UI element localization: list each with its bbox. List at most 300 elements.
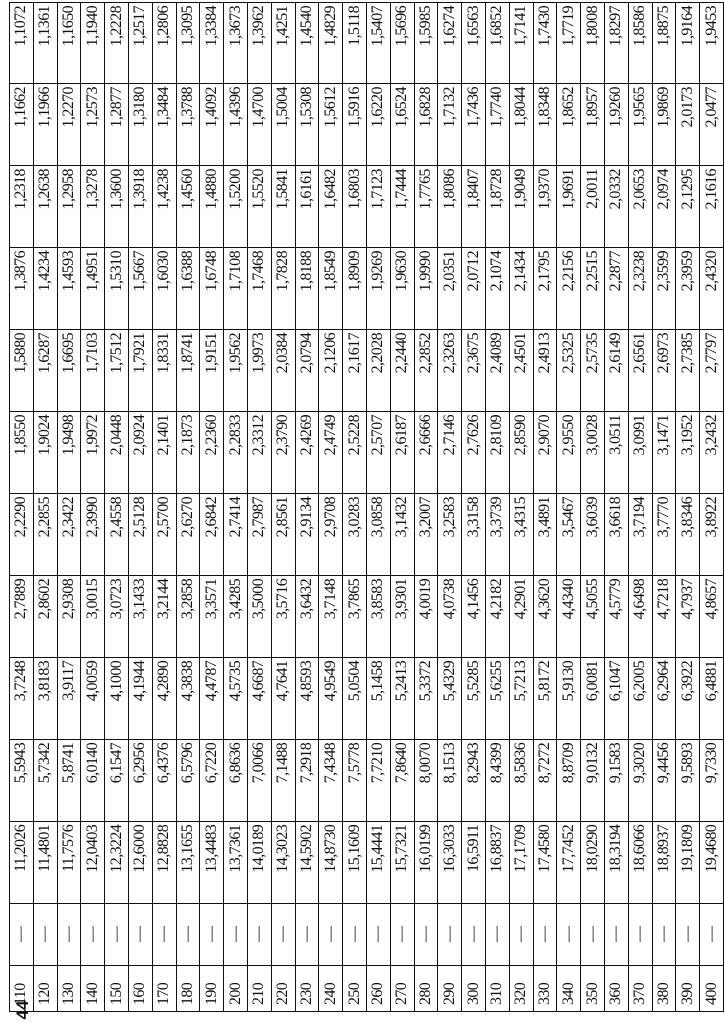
value-cell: 5,1458 (366, 657, 390, 739)
value-cell: 1,7141 (509, 3, 533, 84)
value-cell: 3,8583 (366, 575, 390, 657)
table-row (10, 3, 34, 1012)
value-cell: 1,9972 (81, 411, 105, 493)
value-cell: 12,8828 (152, 821, 176, 903)
value-cell: 1,5880 (10, 329, 34, 411)
value-cell: 6,1547 (105, 739, 129, 821)
value-cell: 1,7132 (438, 84, 462, 166)
row-argument-cell: 300 (462, 965, 486, 1011)
value-cell: 2,0448 (105, 411, 129, 493)
value-cell: 5,9130 (557, 657, 581, 739)
value-cell: 2,2360 (200, 411, 224, 493)
value-cell: 13,4483 (200, 821, 224, 903)
row-argument-cell: 400 (700, 965, 724, 1011)
dash-cell: — (176, 903, 200, 965)
row-argument-cell: 140 (81, 965, 105, 1011)
value-cell: 3,7148 (319, 575, 343, 657)
row-argument-cell: 130 (57, 965, 81, 1011)
value-cell: 2,1295 (676, 166, 700, 248)
value-cell: 1,2270 (57, 84, 81, 166)
value-cell: 3,7865 (343, 575, 367, 657)
value-cell: 9,5893 (676, 739, 700, 821)
value-cell: 2,8602 (33, 575, 57, 657)
dash-cell: — (366, 903, 390, 965)
value-cell: 3,2858 (176, 575, 200, 657)
value-cell: 14,5902 (295, 821, 319, 903)
row-argument-cell: 230 (295, 965, 319, 1011)
dash-cell: — (33, 903, 57, 965)
value-cell: 1,7512 (105, 329, 129, 411)
dash-cell: — (485, 903, 509, 965)
value-cell: 2,4269 (295, 411, 319, 493)
row-argument-cell: 320 (509, 965, 533, 1011)
row-argument-cell: 250 (343, 965, 367, 1011)
table-row (105, 3, 129, 1012)
value-cell: 1,1072 (10, 3, 34, 84)
value-cell: 4,5735 (224, 657, 248, 739)
value-cell: 2,5707 (366, 411, 390, 493)
value-cell: 2,2028 (366, 329, 390, 411)
table-row (319, 3, 343, 1012)
value-cell: 12,6000 (128, 821, 152, 903)
row-argument-cell: 390 (676, 965, 700, 1011)
value-cell: 1,9164 (676, 3, 700, 84)
value-cell: 5,0504 (343, 657, 367, 739)
value-cell: 2,7797 (700, 329, 724, 411)
dash-cell: — (224, 903, 248, 965)
value-cell: 1,6524 (390, 84, 414, 166)
value-cell: 17,1709 (509, 821, 533, 903)
row-argument-cell: 170 (152, 965, 176, 1011)
value-cell: 1,4540 (295, 3, 319, 84)
row-argument-cell: 310 (485, 965, 509, 1011)
value-cell: 15,1609 (343, 821, 367, 903)
value-cell: 1,8086 (438, 166, 462, 248)
value-cell: 3,1952 (676, 411, 700, 493)
value-cell: 1,2517 (128, 3, 152, 84)
table-row (81, 3, 105, 1012)
value-cell: 1,8008 (581, 3, 605, 84)
value-cell: 2,0794 (295, 329, 319, 411)
value-cell: 1,4829 (319, 3, 343, 84)
value-cell: 1,8297 (604, 3, 628, 84)
value-cell: 2,9134 (295, 493, 319, 575)
value-cell: 1,2318 (10, 166, 34, 248)
value-cell: 2,7889 (10, 575, 34, 657)
table-row (33, 3, 57, 1012)
table-row (271, 3, 295, 1012)
value-cell: 2,4749 (319, 411, 343, 493)
value-cell: 2,2290 (10, 493, 34, 575)
value-cell: 2,0924 (128, 411, 152, 493)
value-cell: 8,1513 (438, 739, 462, 821)
value-cell: 3,7248 (10, 657, 34, 739)
value-cell: 2,5128 (128, 493, 152, 575)
value-cell: 4,1000 (105, 657, 129, 739)
value-cell: 3,1433 (128, 575, 152, 657)
value-cell: 1,6274 (438, 3, 462, 84)
dash-cell: — (57, 903, 81, 965)
value-cell: 5,2413 (390, 657, 414, 739)
value-cell: 2,8590 (509, 411, 533, 493)
value-cell: 8,4399 (485, 739, 509, 821)
value-cell: 2,3790 (271, 411, 295, 493)
value-cell: 4,1456 (462, 575, 486, 657)
table-row (581, 3, 605, 1012)
dash-cell: — (628, 903, 652, 965)
value-cell: 3,5716 (271, 575, 295, 657)
value-cell: 2,2877 (604, 248, 628, 330)
value-cell: 1,7765 (414, 166, 438, 248)
table-row (152, 3, 176, 1012)
value-cell: 9,7330 (700, 739, 724, 821)
value-cell: 12,3224 (105, 821, 129, 903)
value-cell: 7,5778 (343, 739, 367, 821)
value-cell: 6,3922 (676, 657, 700, 739)
value-cell: 5,8741 (57, 739, 81, 821)
table-body (10, 3, 724, 1012)
value-cell: 2,5228 (343, 411, 367, 493)
value-cell: 1,5841 (271, 166, 295, 248)
value-cell: 2,8109 (485, 411, 509, 493)
value-cell: 2,3238 (628, 248, 652, 330)
value-cell: 1,3180 (128, 84, 152, 166)
dash-cell: — (343, 903, 367, 965)
value-cell: 3,9301 (390, 575, 414, 657)
dash-cell: — (10, 903, 34, 965)
value-cell: 2,6561 (628, 329, 652, 411)
row-argument-cell: 180 (176, 965, 200, 1011)
value-cell: 2,0712 (462, 248, 486, 330)
value-cell: 1,5612 (319, 84, 343, 166)
dash-cell: — (128, 903, 152, 965)
value-cell: 1,8549 (319, 248, 343, 330)
dash-cell: — (105, 903, 129, 965)
value-cell: 2,4913 (533, 329, 557, 411)
value-cell: 2,0974 (652, 166, 676, 248)
value-cell: 1,5916 (343, 84, 367, 166)
value-cell: 2,3675 (462, 329, 486, 411)
value-cell: 1,9260 (604, 84, 628, 166)
value-cell: 16,5911 (462, 821, 486, 903)
table-row (533, 3, 557, 1012)
dash-cell: — (557, 903, 581, 965)
value-cell: 1,3484 (152, 84, 176, 166)
value-cell: 12,0403 (81, 821, 105, 903)
value-cell: 11,2026 (10, 821, 34, 903)
value-cell: 1,6803 (343, 166, 367, 248)
row-argument-cell: 150 (105, 965, 129, 1011)
value-cell: 1,2877 (105, 84, 129, 166)
dash-cell: — (509, 903, 533, 965)
value-cell: 1,6030 (152, 248, 176, 330)
value-cell: 3,0858 (366, 493, 390, 575)
value-cell: 17,4580 (533, 821, 557, 903)
value-cell: 3,0028 (581, 411, 605, 493)
value-cell: 4,1944 (128, 657, 152, 739)
dash-cell: — (390, 903, 414, 965)
value-cell: 1,5407 (366, 3, 390, 84)
value-cell: 17,7452 (557, 821, 581, 903)
value-cell: 1,7123 (366, 166, 390, 248)
value-cell: 2,1401 (152, 411, 176, 493)
row-argument-cell: 210 (247, 965, 271, 1011)
value-cell: 2,8561 (271, 493, 295, 575)
table-row (295, 3, 319, 1012)
row-argument-cell: 350 (581, 965, 605, 1011)
value-cell: 1,1361 (33, 3, 57, 84)
value-cell: 4,4340 (557, 575, 581, 657)
value-cell: 2,2855 (33, 493, 57, 575)
row-argument-cell: 200 (224, 965, 248, 1011)
value-cell: 11,4801 (33, 821, 57, 903)
value-cell: 14,8730 (319, 821, 343, 903)
dash-cell: — (581, 903, 605, 965)
table-row (628, 3, 652, 1012)
table-row (366, 3, 390, 1012)
table-row (128, 3, 152, 1012)
dash-cell: — (271, 903, 295, 965)
value-cell: 1,8741 (176, 329, 200, 411)
table-row (557, 3, 581, 1012)
row-argument-cell: 280 (414, 965, 438, 1011)
value-cell: 1,8875 (652, 3, 676, 84)
value-cell: 3,8922 (700, 493, 724, 575)
value-cell: 2,5325 (557, 329, 581, 411)
value-cell: 2,3263 (438, 329, 462, 411)
value-cell: 1,7828 (271, 248, 295, 330)
dash-cell: — (604, 903, 628, 965)
value-cell: 3,6618 (604, 493, 628, 575)
value-cell: 3,1432 (390, 493, 414, 575)
value-cell: 1,2228 (105, 3, 129, 84)
value-cell: 4,0738 (438, 575, 462, 657)
value-cell: 8,2943 (462, 739, 486, 821)
value-cell: 9,4456 (652, 739, 676, 821)
value-cell: 2,9308 (57, 575, 81, 657)
value-cell: 3,2583 (438, 493, 462, 575)
value-cell: 2,7987 (247, 493, 271, 575)
value-cell: 1,7108 (224, 248, 248, 330)
value-cell: 2,1795 (533, 248, 557, 330)
value-cell: 1,8348 (533, 84, 557, 166)
row-argument-cell: 330 (533, 965, 557, 1011)
value-cell: 2,5700 (152, 493, 176, 575)
value-cell: 3,8346 (676, 493, 700, 575)
value-cell: 4,5055 (581, 575, 605, 657)
value-cell: 6,8636 (224, 739, 248, 821)
value-cell: 19,4680 (700, 821, 724, 903)
value-cell: 2,0384 (271, 329, 295, 411)
value-cell: 5,7342 (33, 739, 57, 821)
value-cell: 7,7210 (366, 739, 390, 821)
dash-cell: — (247, 903, 271, 965)
value-cell: 3,0283 (343, 493, 367, 575)
value-cell: 9,3020 (628, 739, 652, 821)
value-cell: 1,5200 (224, 166, 248, 248)
value-cell: 3,0723 (105, 575, 129, 657)
value-cell: 1,6161 (295, 166, 319, 248)
value-cell: 1,8550 (10, 411, 34, 493)
value-cell: 2,3990 (81, 493, 105, 575)
value-cell: 3,8183 (33, 657, 57, 739)
value-cell: 1,3962 (247, 3, 271, 84)
value-cell: 6,0140 (81, 739, 105, 821)
value-cell: 2,9550 (557, 411, 581, 493)
row-argument-cell: 270 (390, 965, 414, 1011)
value-cell: 1,2806 (152, 3, 176, 84)
value-cell: 1,6852 (485, 3, 509, 84)
value-cell: 18,3194 (604, 821, 628, 903)
value-cell: 4,6687 (247, 657, 271, 739)
value-cell: 4,2182 (485, 575, 509, 657)
value-cell: 3,7194 (628, 493, 652, 575)
value-cell: 2,3599 (652, 248, 676, 330)
value-cell: 5,8172 (533, 657, 557, 739)
value-cell: 1,5520 (247, 166, 271, 248)
dash-cell: — (652, 903, 676, 965)
value-cell: 2,6149 (604, 329, 628, 411)
value-cell: 1,8909 (343, 248, 367, 330)
value-cell: 19,1809 (676, 821, 700, 903)
value-cell: 1,4251 (271, 3, 295, 84)
value-cell: 3,3158 (462, 493, 486, 575)
value-cell: 2,3422 (57, 493, 81, 575)
value-cell: 3,0511 (604, 411, 628, 493)
value-cell: 15,4441 (366, 821, 390, 903)
value-cell: 13,1655 (176, 821, 200, 903)
table-row (509, 3, 533, 1012)
table-row (176, 3, 200, 1012)
value-cell: 1,9869 (652, 84, 676, 166)
value-cell: 1,1940 (81, 3, 105, 84)
dash-cell: — (700, 903, 724, 965)
row-argument-cell: 160 (128, 965, 152, 1011)
value-cell: 1,4560 (176, 166, 200, 248)
table-row (462, 3, 486, 1012)
value-cell: 1,3918 (128, 166, 152, 248)
value-cell: 16,3033 (438, 821, 462, 903)
value-cell: 1,9691 (557, 166, 581, 248)
value-cell: 2,6842 (200, 493, 224, 575)
value-cell: 1,9049 (509, 166, 533, 248)
row-argument-cell: 190 (200, 965, 224, 1011)
value-cell: 4,9549 (319, 657, 343, 739)
table-row (676, 3, 700, 1012)
value-cell: 1,8331 (152, 329, 176, 411)
value-cell: 3,4891 (533, 493, 557, 575)
table-row (57, 3, 81, 1012)
value-cell: 1,6287 (33, 329, 57, 411)
value-cell: 3,6039 (581, 493, 605, 575)
row-argument-cell: 290 (438, 965, 462, 1011)
value-cell: 6,0081 (581, 657, 605, 739)
value-cell: 1,6828 (414, 84, 438, 166)
row-argument-cell: 380 (652, 965, 676, 1011)
value-cell: 2,2852 (414, 329, 438, 411)
value-cell: 1,9973 (247, 329, 271, 411)
value-cell: 1,7719 (557, 3, 581, 84)
value-cell: 3,3739 (485, 493, 509, 575)
value-cell: 3,5000 (247, 575, 271, 657)
value-cell: 2,2515 (581, 248, 605, 330)
value-cell: 4,3838 (176, 657, 200, 739)
value-cell: 3,7770 (652, 493, 676, 575)
value-cell: 1,5308 (295, 84, 319, 166)
value-cell: 1,5696 (390, 3, 414, 84)
value-cell: 2,4089 (485, 329, 509, 411)
value-cell: 18,8937 (652, 821, 676, 903)
value-cell: 2,0351 (438, 248, 462, 330)
value-cell: 14,3023 (271, 821, 295, 903)
value-cell: 4,6498 (628, 575, 652, 657)
value-cell: 6,2964 (652, 657, 676, 739)
value-cell: 1,9370 (533, 166, 557, 248)
table-row (700, 3, 724, 1012)
value-cell: 6,5796 (176, 739, 200, 821)
value-cell: 5,7213 (509, 657, 533, 739)
value-cell: 1,9562 (224, 329, 248, 411)
data-table (9, 2, 724, 1012)
value-cell: 2,3312 (247, 411, 271, 493)
row-argument-cell: 360 (604, 965, 628, 1011)
row-argument-cell: 340 (557, 965, 581, 1011)
value-cell: 4,8657 (700, 575, 724, 657)
value-cell: 1,7103 (81, 329, 105, 411)
value-cell: 1,9024 (33, 411, 57, 493)
value-cell: 2,1434 (509, 248, 533, 330)
value-cell: 4,2901 (509, 575, 533, 657)
value-cell: 1,5310 (105, 248, 129, 330)
value-cell: 2,5735 (581, 329, 605, 411)
table-row (390, 3, 414, 1012)
value-cell: 1,9151 (200, 329, 224, 411)
value-cell: 1,9269 (366, 248, 390, 330)
value-cell: 1,8586 (628, 3, 652, 84)
value-cell: 14,0189 (247, 821, 271, 903)
value-cell: 5,4329 (438, 657, 462, 739)
value-cell: 2,7385 (676, 329, 700, 411)
value-cell: 2,2440 (390, 329, 414, 411)
value-cell: 2,6187 (390, 411, 414, 493)
value-cell: 2,4501 (509, 329, 533, 411)
dash-cell: — (319, 903, 343, 965)
value-cell: 1,7436 (462, 84, 486, 166)
value-cell: 2,6666 (414, 411, 438, 493)
value-cell: 1,1966 (33, 84, 57, 166)
value-cell: 1,8957 (581, 84, 605, 166)
value-cell: 1,7444 (390, 166, 414, 248)
value-cell: 6,4376 (152, 739, 176, 821)
value-cell: 2,7626 (462, 411, 486, 493)
value-cell: 1,8652 (557, 84, 581, 166)
value-cell: 1,6482 (319, 166, 343, 248)
value-cell: 1,6388 (176, 248, 200, 330)
table-row (604, 3, 628, 1012)
value-cell: 2,2833 (224, 411, 248, 493)
value-cell: 3,0991 (628, 411, 652, 493)
value-cell: 4,5779 (604, 575, 628, 657)
value-cell: 1,5667 (128, 248, 152, 330)
value-cell: 3,4315 (509, 493, 533, 575)
value-cell: 6,7220 (200, 739, 224, 821)
value-cell: 1,2573 (81, 84, 105, 166)
value-cell: 5,3372 (414, 657, 438, 739)
value-cell: 11,7576 (57, 821, 81, 903)
value-cell: 2,1873 (176, 411, 200, 493)
value-cell: 1,5004 (271, 84, 295, 166)
value-cell: 1,4880 (200, 166, 224, 248)
